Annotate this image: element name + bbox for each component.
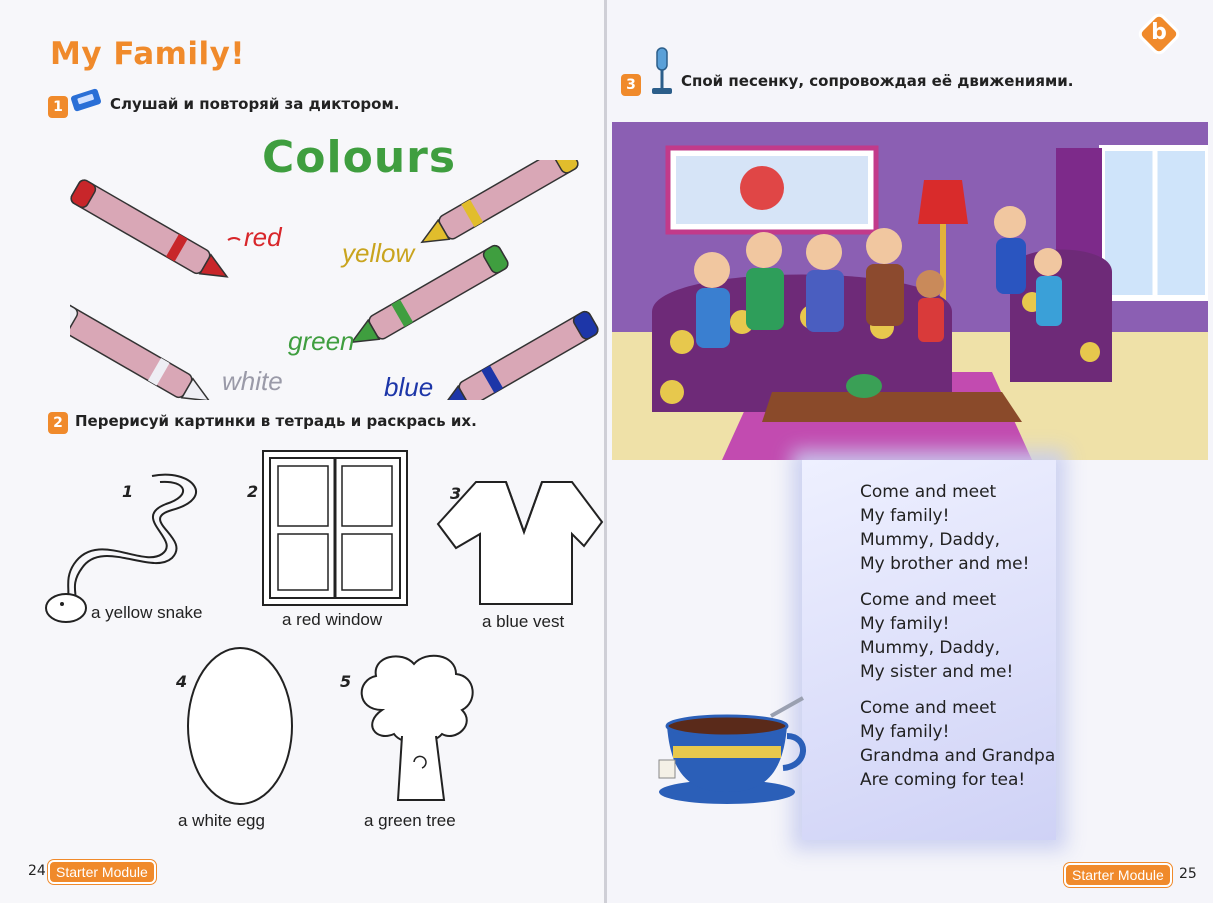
picture-2-caption: a red window	[282, 610, 383, 629]
song-stanza-3	[860, 696, 1055, 792]
colour-word-green: green	[288, 326, 355, 356]
colour-word-red: red	[244, 222, 282, 252]
starter-module-tag-right: Starter Module	[1064, 863, 1172, 887]
picture-5-number: 5	[340, 672, 352, 691]
family-living-room-illustration	[612, 122, 1208, 460]
colour-word-white: white	[222, 366, 283, 396]
song-line: My brother and me!	[860, 554, 1030, 574]
page-number-right: 25	[1179, 866, 1197, 882]
white-crayon	[70, 302, 216, 400]
picture-1-caption: a yellow snake	[91, 603, 203, 622]
exercise-3-instruction: Спой песенку, сопровождая её движениями.	[681, 72, 1074, 90]
song-line: My sister and me!	[860, 662, 1014, 682]
picture-5-caption: a green tree	[364, 811, 456, 830]
colour-word-blue: blue	[384, 372, 434, 402]
window-drawing	[262, 450, 408, 606]
exercise-1-instruction: Слушай и повторяй за диктором.	[110, 95, 400, 113]
page-number-left: 24	[28, 863, 46, 879]
right-page	[607, 0, 1213, 903]
page-title: My Family!	[50, 36, 246, 72]
teacup-illustration	[653, 696, 813, 806]
picture-4-number: 4	[176, 672, 188, 691]
song-card	[802, 460, 1056, 840]
picture-3-number: 3	[450, 484, 462, 503]
left-page	[0, 0, 604, 903]
yellow-crayon	[415, 160, 580, 254]
starter-module-tag-left: Starter Module	[48, 860, 156, 884]
microphone-icon	[647, 46, 677, 102]
song-line: My family!	[860, 614, 950, 634]
song-line: Grandma and Grandpa	[860, 746, 1056, 766]
song-line: Come and meet	[860, 482, 997, 502]
blue-crayon	[435, 309, 600, 400]
song-line: Come and meet	[860, 590, 997, 610]
picture-3-caption: a blue vest	[482, 612, 565, 631]
picture-1-number: 1	[122, 482, 134, 501]
song-line: My family!	[860, 722, 950, 742]
song-line: Are coming for tea!	[860, 770, 1026, 790]
song-line: Mummy, Daddy,	[860, 530, 1000, 550]
song-line: My family!	[860, 506, 950, 526]
song-stanza-2	[860, 588, 1013, 684]
cassette-icon	[70, 88, 104, 112]
exercise-2-instruction: Перерисуй картинки в тетрадь и раскрась их.	[75, 412, 477, 430]
picture-4-caption: a white egg	[178, 811, 265, 830]
song-line: Mummy, Daddy,	[860, 638, 1000, 658]
song-line: Come and meet	[860, 698, 997, 718]
song-stanza-1	[860, 480, 1029, 576]
vest-drawing	[436, 474, 604, 608]
egg-drawing	[184, 644, 296, 808]
red-crayon	[70, 178, 234, 288]
crayons-illustration	[70, 160, 604, 400]
picture-2-number: 2	[247, 482, 259, 501]
tree-drawing	[352, 650, 482, 810]
colours-heading: Colours	[262, 132, 457, 183]
exercise-1-number: 1	[48, 96, 68, 118]
exercise-2-number: 2	[48, 412, 68, 434]
colour-word-yellow: yellow	[342, 238, 415, 268]
exercise-3-number: 3	[621, 74, 641, 96]
section-b-letter: b	[1151, 20, 1167, 45]
